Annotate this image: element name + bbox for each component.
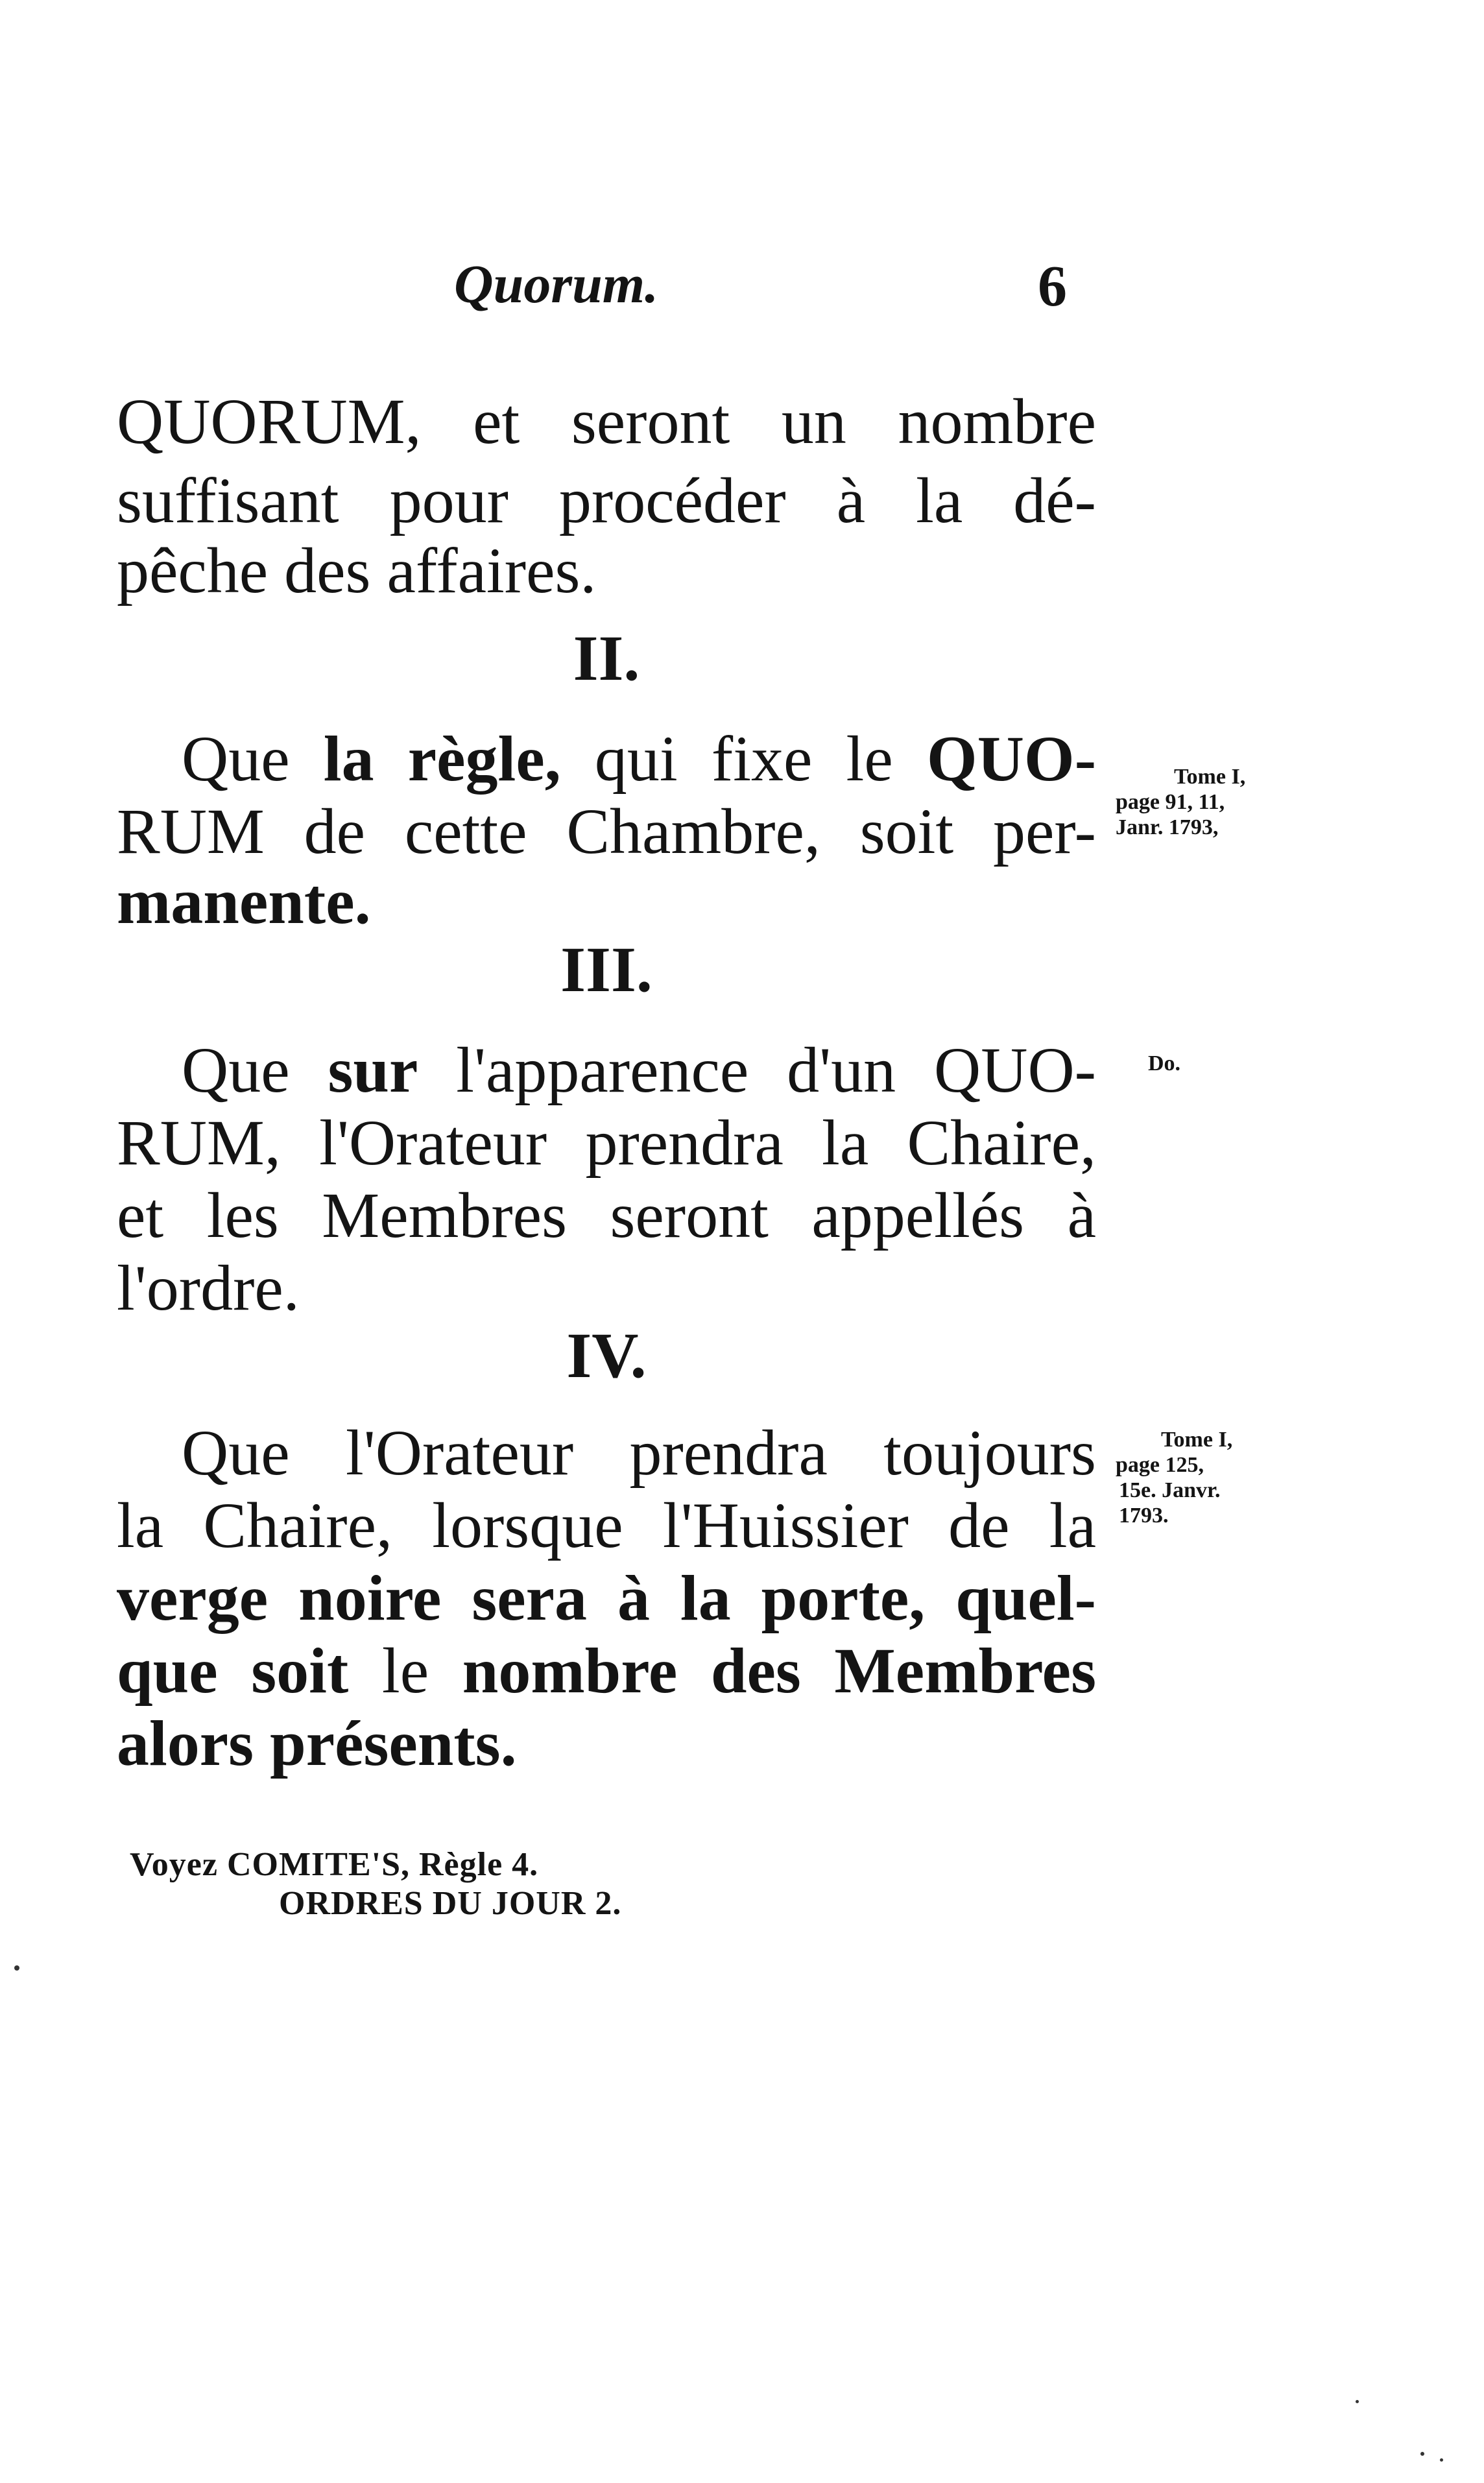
word: Que bbox=[182, 723, 290, 795]
word: Que bbox=[182, 1417, 290, 1489]
margin-note-line: Do. bbox=[1148, 1051, 1181, 1075]
text-line bbox=[117, 534, 1096, 610]
word: sur bbox=[328, 1034, 418, 1106]
word: de bbox=[304, 795, 366, 867]
word: manente. bbox=[117, 865, 371, 937]
scan-speck bbox=[14, 1965, 19, 1971]
text-line bbox=[182, 723, 1096, 798]
word: lorsque bbox=[432, 1489, 623, 1561]
margin-note bbox=[1116, 1427, 1232, 1528]
word: QUO- bbox=[934, 1034, 1096, 1106]
word: la bbox=[822, 1107, 869, 1179]
text-line bbox=[117, 1489, 1096, 1565]
word: RUM, bbox=[117, 1107, 281, 1179]
word: prendra bbox=[629, 1417, 828, 1489]
word: seront bbox=[610, 1179, 769, 1251]
word: procéder bbox=[558, 464, 786, 536]
margin-note-line: page 91, 11, bbox=[1116, 790, 1225, 815]
word: et bbox=[473, 385, 520, 457]
text-line bbox=[117, 1107, 1096, 1182]
text-line bbox=[117, 795, 1096, 870]
word: l'ordre. bbox=[117, 1252, 300, 1324]
word: le bbox=[846, 723, 893, 795]
text-line bbox=[117, 865, 1096, 941]
word: que bbox=[117, 1635, 218, 1707]
margin-note-line: Tome I, bbox=[1161, 1428, 1233, 1452]
scan-speck bbox=[1420, 2452, 1424, 2456]
word: fixe bbox=[711, 723, 813, 795]
scan-speck bbox=[1440, 2458, 1443, 2462]
word: la bbox=[117, 1489, 164, 1561]
word: à bbox=[617, 1562, 650, 1634]
rule-numeral: III. bbox=[560, 933, 652, 1005]
word: Membres bbox=[834, 1635, 1096, 1707]
word: prendra bbox=[585, 1107, 784, 1179]
word: la bbox=[916, 464, 963, 536]
word: et bbox=[117, 1179, 164, 1251]
word: de bbox=[948, 1489, 1010, 1561]
word: dé- bbox=[1013, 464, 1096, 536]
word: la bbox=[323, 723, 374, 795]
cross-reference-line: ORDRES DU JOUR 2. bbox=[279, 1885, 622, 1922]
word: des bbox=[710, 1635, 801, 1707]
running-head-title: Quorum. bbox=[454, 254, 659, 315]
word: pêche des affaires. bbox=[117, 534, 597, 606]
page-number: 6 bbox=[1038, 254, 1067, 318]
word: cette bbox=[404, 795, 527, 867]
word: à bbox=[1067, 1179, 1096, 1251]
word: porte, bbox=[761, 1562, 926, 1634]
word: Membres bbox=[322, 1179, 567, 1251]
text-line bbox=[117, 1252, 1096, 1327]
margin-note-line: 1793. bbox=[1119, 1504, 1169, 1528]
word: à bbox=[836, 464, 866, 536]
word: d'un bbox=[787, 1034, 896, 1106]
word: appellés bbox=[811, 1179, 1025, 1251]
word: la bbox=[1049, 1489, 1096, 1561]
margin-note-line: 15e. Janvr. bbox=[1119, 1478, 1221, 1503]
word: nombre bbox=[898, 385, 1096, 457]
word: verge bbox=[117, 1562, 269, 1634]
text-line bbox=[117, 1635, 1096, 1710]
word: alors présents. bbox=[117, 1707, 517, 1779]
margin-note bbox=[1148, 1051, 1180, 1076]
rule-numeral: II. bbox=[573, 622, 640, 694]
word: suffisant bbox=[117, 464, 339, 536]
word: Que bbox=[182, 1034, 290, 1106]
text-line bbox=[117, 464, 1096, 540]
text-line bbox=[117, 1179, 1096, 1254]
word: les bbox=[206, 1179, 279, 1251]
word: Chambre, bbox=[566, 795, 820, 867]
word: soit bbox=[859, 795, 954, 867]
word: l'Orateur bbox=[345, 1417, 574, 1489]
word: un bbox=[781, 385, 846, 457]
word: quel- bbox=[955, 1562, 1096, 1634]
text-line bbox=[182, 1034, 1096, 1109]
text-line bbox=[117, 1707, 1096, 1782]
word: Chaire, bbox=[907, 1107, 1096, 1179]
rule-numeral: IV. bbox=[566, 1319, 647, 1391]
text-line bbox=[117, 1562, 1096, 1637]
word: soit bbox=[251, 1635, 349, 1707]
word: per- bbox=[993, 795, 1096, 867]
word: règle, bbox=[407, 723, 561, 795]
margin-note-line: Janr. 1793, bbox=[1116, 815, 1219, 840]
margin-note-line: Tome I, bbox=[1174, 765, 1246, 789]
word: noire bbox=[298, 1562, 442, 1634]
text-line bbox=[182, 1417, 1096, 1492]
word: l'Huissier bbox=[662, 1489, 909, 1561]
word: nombre bbox=[462, 1635, 678, 1707]
word: toujours bbox=[883, 1417, 1096, 1489]
word: la bbox=[680, 1562, 731, 1634]
margin-note-line: page 125, bbox=[1116, 1453, 1204, 1478]
word: seront bbox=[571, 385, 730, 457]
word: Chaire, bbox=[203, 1489, 392, 1561]
word: l'apparence bbox=[456, 1034, 749, 1106]
cross-reference-line: Voyez COMITE'S, Règle 4. bbox=[130, 1846, 539, 1883]
text-line bbox=[117, 385, 1096, 461]
word: qui bbox=[594, 723, 678, 795]
margin-note bbox=[1116, 764, 1245, 840]
scan-speck bbox=[1356, 2400, 1359, 2403]
word: QUORUM, bbox=[117, 385, 422, 457]
word: pour bbox=[389, 464, 509, 536]
word: RUM bbox=[117, 795, 265, 867]
word: QUO- bbox=[926, 723, 1096, 795]
word: sera bbox=[472, 1562, 588, 1634]
word: l'Orateur bbox=[319, 1107, 547, 1179]
word: le bbox=[381, 1635, 429, 1707]
